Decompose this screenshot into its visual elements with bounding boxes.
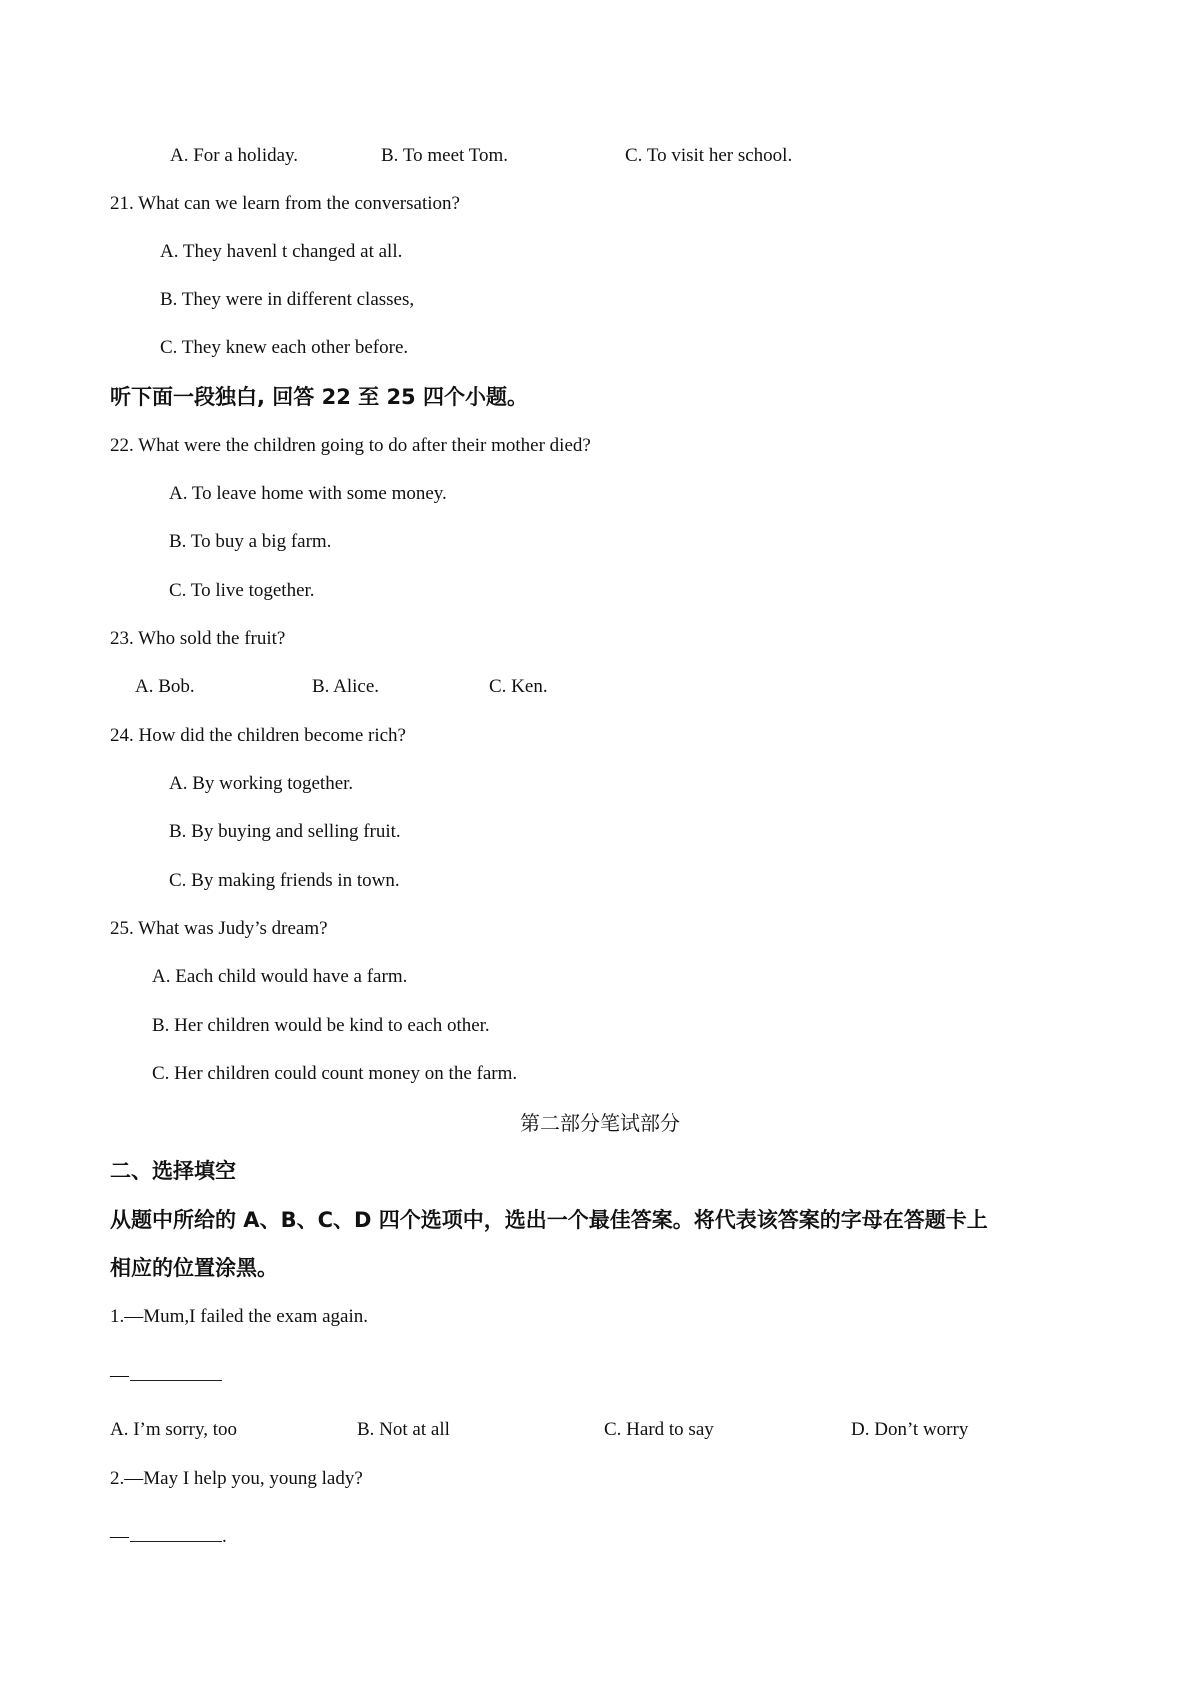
- w1-option-a: A. I’m sorry, too: [110, 1419, 237, 1440]
- w2-question: 2.—May I help you, young lady?: [110, 1468, 363, 1489]
- q23-option-a: A. Bob.: [135, 676, 195, 697]
- q25-question: 25. What was Judy’s dream?: [110, 918, 328, 939]
- q22-option-c: C. To live together.: [169, 580, 315, 601]
- w2-answer-period: .: [222, 1526, 227, 1547]
- q24-question: 24. How did the children become rich?: [110, 725, 406, 746]
- q20-option-a: A. For a holiday.: [170, 145, 299, 166]
- monologue-section-heading: 听下面一段独白, 回答 22 至 25 四个小题。: [110, 385, 528, 409]
- w1-answer-blank: [130, 1362, 222, 1381]
- q24-option-a: A. By working together.: [169, 773, 354, 794]
- w2-answer-line: [110, 1523, 227, 1549]
- q23-option-c: C. Ken.: [489, 676, 548, 697]
- instructions-line-1: 从题中所给的 A、B、C、D 四个选项中，选出一个最佳答案。将代表该答案的字母在答题卡上: [110, 1208, 988, 1232]
- w1-option-d: D. Don’t worry: [851, 1419, 969, 1440]
- section-two-heading: 二、选择填空: [110, 1159, 236, 1183]
- q25-option-c: C. Her children could count money on the farm.: [152, 1063, 518, 1084]
- w1-answer-line: [110, 1362, 222, 1388]
- q21-option-c: C. They knew each other before.: [160, 337, 409, 358]
- q24-option-b: B. By buying and selling fruit.: [169, 821, 401, 842]
- w1-answer-dash: —: [110, 1365, 129, 1386]
- q23-option-b: B. Alice.: [312, 676, 380, 697]
- q23-question: 23. Who sold the fruit?: [110, 628, 286, 649]
- q22-option-b: B. To buy a big farm.: [169, 531, 332, 552]
- q20-option-c: C. To visit her school.: [625, 145, 793, 166]
- part-two-title: 第二部分笔试部分: [520, 1111, 680, 1135]
- w2-answer-blank: [130, 1523, 222, 1542]
- q25-option-a: A. Each child would have a farm.: [152, 966, 408, 987]
- q24-option-c: C. By making friends in town.: [169, 870, 400, 891]
- q25-option-b: B. Her children would be kind to each other.: [152, 1015, 490, 1036]
- w2-answer-dash: —: [110, 1526, 129, 1547]
- q22-option-a: A. To leave home with some money.: [169, 483, 447, 504]
- w1-question: 1.—Mum,I failed the exam again.: [110, 1306, 369, 1327]
- q20-option-b: B. To meet Tom.: [381, 145, 508, 166]
- q21-option-b: B. They were in different classes,: [160, 289, 415, 310]
- w1-option-c: C. Hard to say: [604, 1419, 714, 1440]
- q21-option-a: A. They havenl t changed at all.: [160, 241, 403, 262]
- instructions-line-2: 相应的位置涂黑。: [110, 1256, 278, 1280]
- q22-question: 22. What were the children going to do after their mother died?: [110, 435, 591, 456]
- w1-option-b: B. Not at all: [357, 1419, 450, 1440]
- q21-question: 21. What can we learn from the conversation?: [110, 193, 460, 214]
